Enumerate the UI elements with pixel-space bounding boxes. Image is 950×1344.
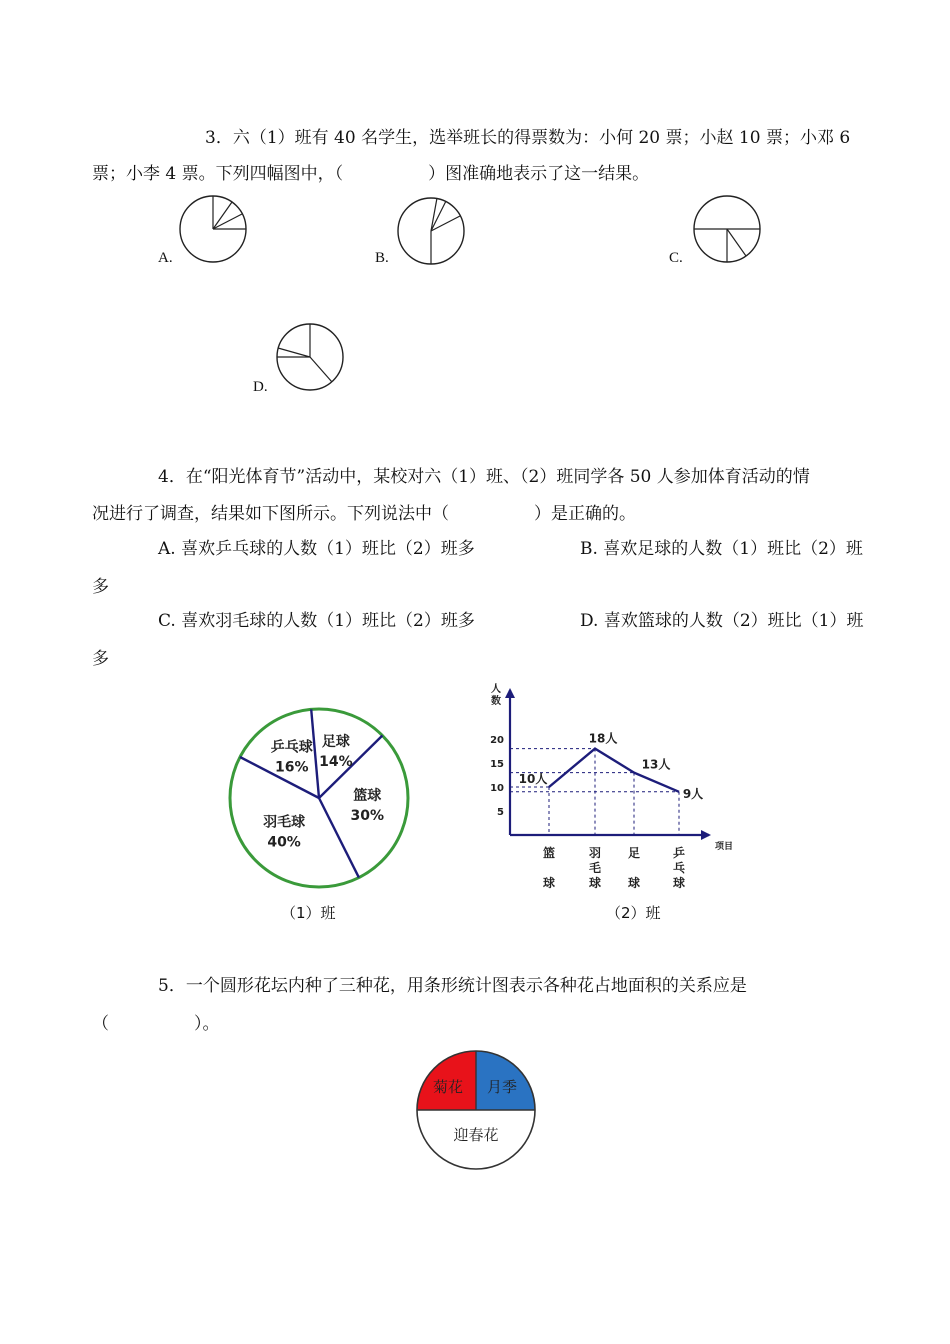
q3-text-line1: 3．六（1）班有 40 名学生，选举班长的得票数为：小何 20 票；小赵 10 票；小邓 6: [205, 128, 851, 148]
option-b-label[interactable]: B.: [375, 250, 389, 266]
q4-option-d-continued: 多: [92, 649, 109, 669]
q5-text-line2: （ ）。: [92, 1014, 220, 1034]
q4-option-b[interactable]: B. 喜欢足球的人数（1）班比（2）班: [580, 539, 863, 559]
option-a-label[interactable]: A.: [158, 250, 173, 266]
point-value-label: 13人: [641, 757, 671, 772]
x-category-label: 毛: [588, 861, 602, 875]
q4-text-line1: 4．在“阳光体育节”活动中，某校对六（1）班、（2）班同学各 50 人参加体育活动的情: [158, 467, 810, 487]
q4-option-d[interactable]: D. 喜欢篮球的人数（2）班比（1）班: [580, 611, 864, 631]
point-value-label: 9人: [682, 786, 704, 801]
x-category-label: 足: [627, 846, 641, 860]
option-c-pie-figure: [692, 194, 762, 264]
q5-text-line1: 5．一个圆形花坛内种了三种花，用条形统计图表示各种花占地面积的关系应是: [158, 976, 747, 996]
pie-value-label: 40%: [267, 834, 301, 851]
x-category-label: 球: [542, 876, 556, 890]
q4-option-a[interactable]: A. 喜欢乒乓球的人数（1）班比（2）班多: [158, 539, 475, 559]
y-tick-label: 10: [490, 783, 504, 794]
pie-category-label: 篮球: [353, 788, 382, 804]
q4-option-c[interactable]: C. 喜欢羽毛球的人数（1）班比（2）班多: [158, 611, 475, 631]
class1-caption: （1）班: [281, 904, 336, 922]
pie-value-label: 14%: [319, 754, 353, 771]
x-category-label: 乓: [672, 861, 686, 875]
class2-line-chart: [484, 680, 734, 895]
x-category-label: 乒: [672, 846, 686, 860]
option-d-label[interactable]: D.: [253, 379, 268, 395]
x-category-label: 球: [627, 876, 641, 890]
point-value-label: 10人: [518, 772, 548, 786]
y-axis-label: 人: [491, 684, 501, 695]
flower-label: 月季: [486, 1078, 518, 1096]
class2-caption: （2）班: [606, 904, 661, 922]
flower-bed-diagram: [413, 1047, 539, 1173]
x-category-label: 球: [588, 876, 602, 890]
y-tick-label: 5: [497, 807, 504, 818]
point-value-label: 18人: [588, 731, 618, 746]
pie-category-label: 羽毛球: [263, 814, 306, 831]
option-b-pie-figure: [396, 196, 466, 266]
pie-value-label: 16%: [275, 759, 309, 776]
x-axis-arrow: [701, 830, 711, 840]
x-axis-label: 项目: [715, 842, 734, 852]
x-category-label: 球: [672, 876, 686, 890]
flower-label: 迎春花: [453, 1126, 499, 1144]
option-c-label[interactable]: C.: [669, 250, 683, 266]
y-tick-label: 15: [490, 759, 504, 770]
flower-label: 菊花: [432, 1078, 464, 1096]
y-axis-label: 数: [491, 696, 501, 707]
x-category-label: 羽: [588, 846, 602, 860]
q4-option-b-continued: 多: [92, 577, 109, 597]
q3-text-line2: 票；小李 4 票。下列四幅图中，（ ）图准确地表示了这一结果。: [92, 164, 650, 184]
y-tick-label: 20: [490, 735, 504, 746]
option-a-pie-figure: [178, 194, 248, 264]
pie-category-label: 乒乓球: [270, 739, 313, 756]
pie-category-label: 足球: [321, 734, 350, 751]
x-category-label: 篮: [542, 846, 556, 860]
class1-pie-chart: [224, 703, 414, 893]
y-axis-arrow: [505, 688, 515, 698]
pie-value-label: 30%: [350, 808, 385, 824]
option-d-pie-figure: [275, 322, 345, 392]
q4-text-line2: 况进行了调查，结果如下图所示。下列说法中（ ）是正确的。: [92, 504, 636, 524]
